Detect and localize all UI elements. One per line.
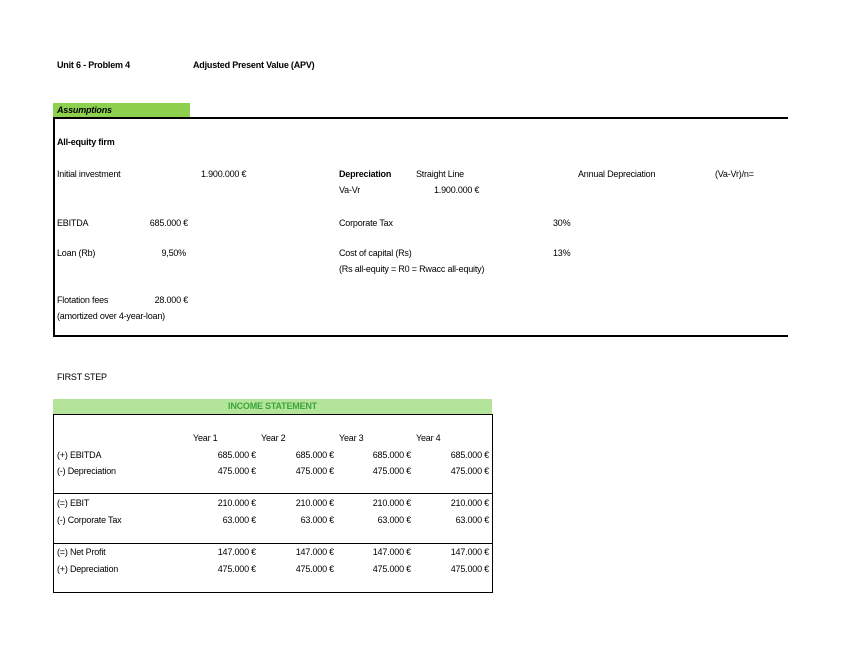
- loan-label: Loan (Rb): [57, 248, 96, 258]
- row-label-corporate-tax: (-) Corporate Tax: [57, 515, 122, 525]
- flotation-value: 28.000 €: [154, 295, 188, 305]
- row-label-ebit: (=) EBIT: [57, 498, 90, 508]
- corporate-tax-label: Corporate Tax: [339, 218, 393, 228]
- flotation-label: Flotation fees: [57, 295, 109, 305]
- row-label-ebitda: (+) EBITDA: [57, 450, 102, 460]
- assumptions-tab-label: Assumptions: [57, 105, 112, 115]
- income-separator-1: [53, 493, 493, 494]
- year-header-4: Year 4: [416, 433, 441, 443]
- ebitda-label: EBITDA: [57, 218, 89, 228]
- cell-addback-y3: 475.000 €: [372, 564, 411, 574]
- row-label-depreciation: (-) Depreciation: [57, 466, 116, 476]
- cell-depreciation-y4: 475.000 €: [450, 466, 489, 476]
- cell-addback-y2: 475.000 €: [295, 564, 334, 574]
- cell-net-profit-y1: 147.000 €: [217, 547, 256, 557]
- income-statement-header: INCOME STATEMENT: [53, 399, 492, 414]
- row-label-depreciation-addback: (+) Depreciation: [57, 564, 119, 574]
- cell-addback-y4: 475.000 €: [450, 564, 489, 574]
- row-label-net-profit: (=) Net Profit: [57, 547, 106, 557]
- cost-of-capital-value: 13%: [553, 248, 571, 258]
- cell-depreciation-y3: 475.000 €: [372, 466, 411, 476]
- cell-net-profit-y2: 147.000 €: [295, 547, 334, 557]
- cell-net-profit-y3: 147.000 €: [372, 547, 411, 557]
- cell-tax-y3: 63.000 €: [377, 515, 411, 525]
- va-vr-label: Va-Vr: [339, 185, 361, 195]
- cell-depreciation-y1: 475.000 €: [217, 466, 256, 476]
- ebitda-value: 685.000 €: [149, 218, 188, 228]
- income-separator-2: [53, 543, 493, 544]
- cell-tax-y4: 63.000 €: [455, 515, 489, 525]
- depreciation-method: Straight Line: [416, 169, 464, 179]
- cell-tax-y1: 63.000 €: [222, 515, 256, 525]
- cell-ebitda-y3: 685.000 €: [372, 450, 411, 460]
- initial-investment-label: Initial investment: [57, 169, 121, 179]
- year-header-2: Year 2: [261, 433, 286, 443]
- annual-depreciation-label: Annual Depreciation: [578, 169, 656, 179]
- cell-ebitda-y4: 685.000 €: [450, 450, 489, 460]
- cell-net-profit-y4: 147.000 €: [450, 547, 489, 557]
- cell-ebit-y3: 210.000 €: [372, 498, 411, 508]
- cost-of-capital-label: Cost of capital (Rs): [339, 248, 412, 258]
- flotation-note: (amortized over 4-year-loan): [57, 311, 165, 321]
- topic-title: Adjusted Present Value (APV): [193, 60, 315, 70]
- first-step-title: FIRST STEP: [57, 372, 107, 382]
- assumptions-tab: [53, 103, 190, 118]
- cell-ebitda-y1: 685.000 €: [217, 450, 256, 460]
- va-vr-value: 1.900.000 €: [434, 185, 480, 195]
- cell-ebitda-y2: 685.000 €: [295, 450, 334, 460]
- loan-value: 9,50%: [161, 248, 186, 258]
- corporate-tax-value: 30%: [553, 218, 571, 228]
- cell-ebit-y4: 210.000 €: [450, 498, 489, 508]
- cell-depreciation-y2: 475.000 €: [295, 466, 334, 476]
- cell-ebit-y2: 210.000 €: [295, 498, 334, 508]
- cell-addback-y1: 475.000 €: [217, 564, 256, 574]
- cell-ebit-y1: 210.000 €: [217, 498, 256, 508]
- year-header-3: Year 3: [339, 433, 364, 443]
- firm-type: All-equity firm: [57, 137, 115, 147]
- initial-investment-value: 1.900.000 €: [201, 169, 247, 179]
- cost-of-capital-note: (Rs all-equity = R0 = Rwacc all-equity): [339, 264, 485, 274]
- depreciation-label: Depreciation: [339, 169, 392, 179]
- unit-title: Unit 6 - Problem 4: [57, 60, 130, 70]
- year-header-1: Year 1: [193, 433, 218, 443]
- annual-depreciation-formula: (Va-Vr)/n=: [715, 169, 754, 179]
- cell-tax-y2: 63.000 €: [300, 515, 334, 525]
